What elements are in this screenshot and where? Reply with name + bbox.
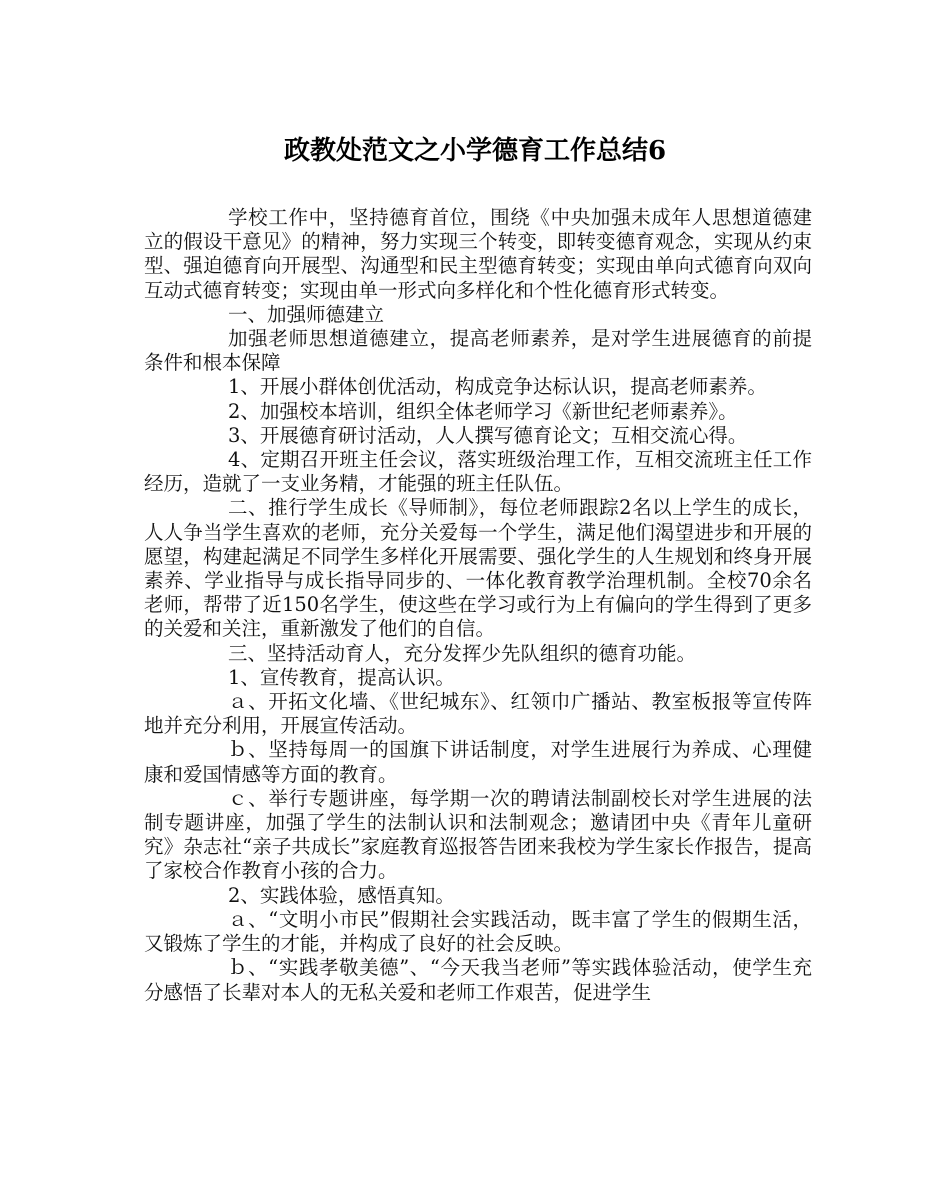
subsection-heading: 1、宣传教育，提高认识。	[228, 665, 455, 689]
paragraph: 加强老师思想道德建立，提高老师素养，是对学生进展德育的前提条件和根本保障	[144, 327, 812, 375]
list-item: ｃ、举行专题讲座，每学期一次的聘请法制副校长对学生进展的法制专题讲座，加强了学生的法制认识和法制观念；邀请团中央《青年儿童研究》杂志社“亲子共成长”家庭教育巡报答告团来我校为学生家长作报告，提高了家校合作教育小孩的合力。	[144, 786, 812, 883]
list-item: ａ、开拓文化墙、《世纪城东》、红领巾广播站、教室板报等宣传阵地并充分利用，开展宣传活动。	[144, 690, 812, 738]
section-heading-2: 二、推行学生成长《导师制》，每位老师跟踪2名以上学生的成长，人人争当学生喜欢的老师，充分关爱每一个学生，满足他们渴望进步和开展的愿望，构建起满足不同学生多样化开展需要、强化学生的人生规划和终身开展素养、学业指导与成长指导同步的、一体化教育教学治理机制。全校70余名老师，帮带了近150名学生，使这些在学习或行为上有偏向的学生得到了更多的关爱和关注，重新激发了他们的自信。	[144, 496, 812, 641]
paragraph-intro: 学校工作中，坚持德育首位，围绕《中央加强未成年人思想道德建立的假设干意见》的精神，努力实现三个转变，即转变德育观念，实现从约束型、强迫德育向开展型、沟通型和民主型德育转变；实现由单向式德育向双向互动式德育转变；实现由单一形式向多样化和个性化德育形式转变。	[144, 206, 812, 302]
list-item: 2、加强校本培训，组织全体老师学习《新世纪老师素养》。	[228, 399, 738, 423]
document-title: 政教处范文之小学德育工作总结6	[283, 136, 667, 166]
list-item: 1、开展小群体创优活动，构成竞争达标认识，提高老师素养。	[228, 375, 767, 399]
document-body	[144, 206, 812, 1005]
section-heading-1: 一、加强师德建立	[228, 302, 385, 326]
list-item: ｂ、坚持每周一的国旗下讲话制度，对学生进展行为养成、心理健康和爱国情感等方面的教育。	[144, 738, 812, 786]
list-item: 3、开展德育研讨活动，人人撰写德育论文；互相交流心得。	[228, 423, 748, 447]
list-item: ａ、“文明小市民”假期社会实践活动，既丰富了学生的假期生活，又锻炼了学生的才能，并构成了良好的社会反映。	[144, 907, 812, 956]
subsection-heading: 2、实践体验，感悟真知。	[228, 883, 455, 907]
section-heading-3: 三、坚持活动育人，充分发挥少先队组织的德育功能。	[228, 641, 697, 665]
list-item: 4、定期召开班主任会议，落实班级治理工作，互相交流班主任工作经历，造就了一支业务精，才能强的班主任队伍。	[144, 448, 812, 496]
list-item: ｂ、“实践孝敬美德”、“今天我当老师”等实践体验活动，使学生充分感悟了长辈对本人的无私关爱和老师工作艰苦，促进学生	[144, 956, 812, 1004]
